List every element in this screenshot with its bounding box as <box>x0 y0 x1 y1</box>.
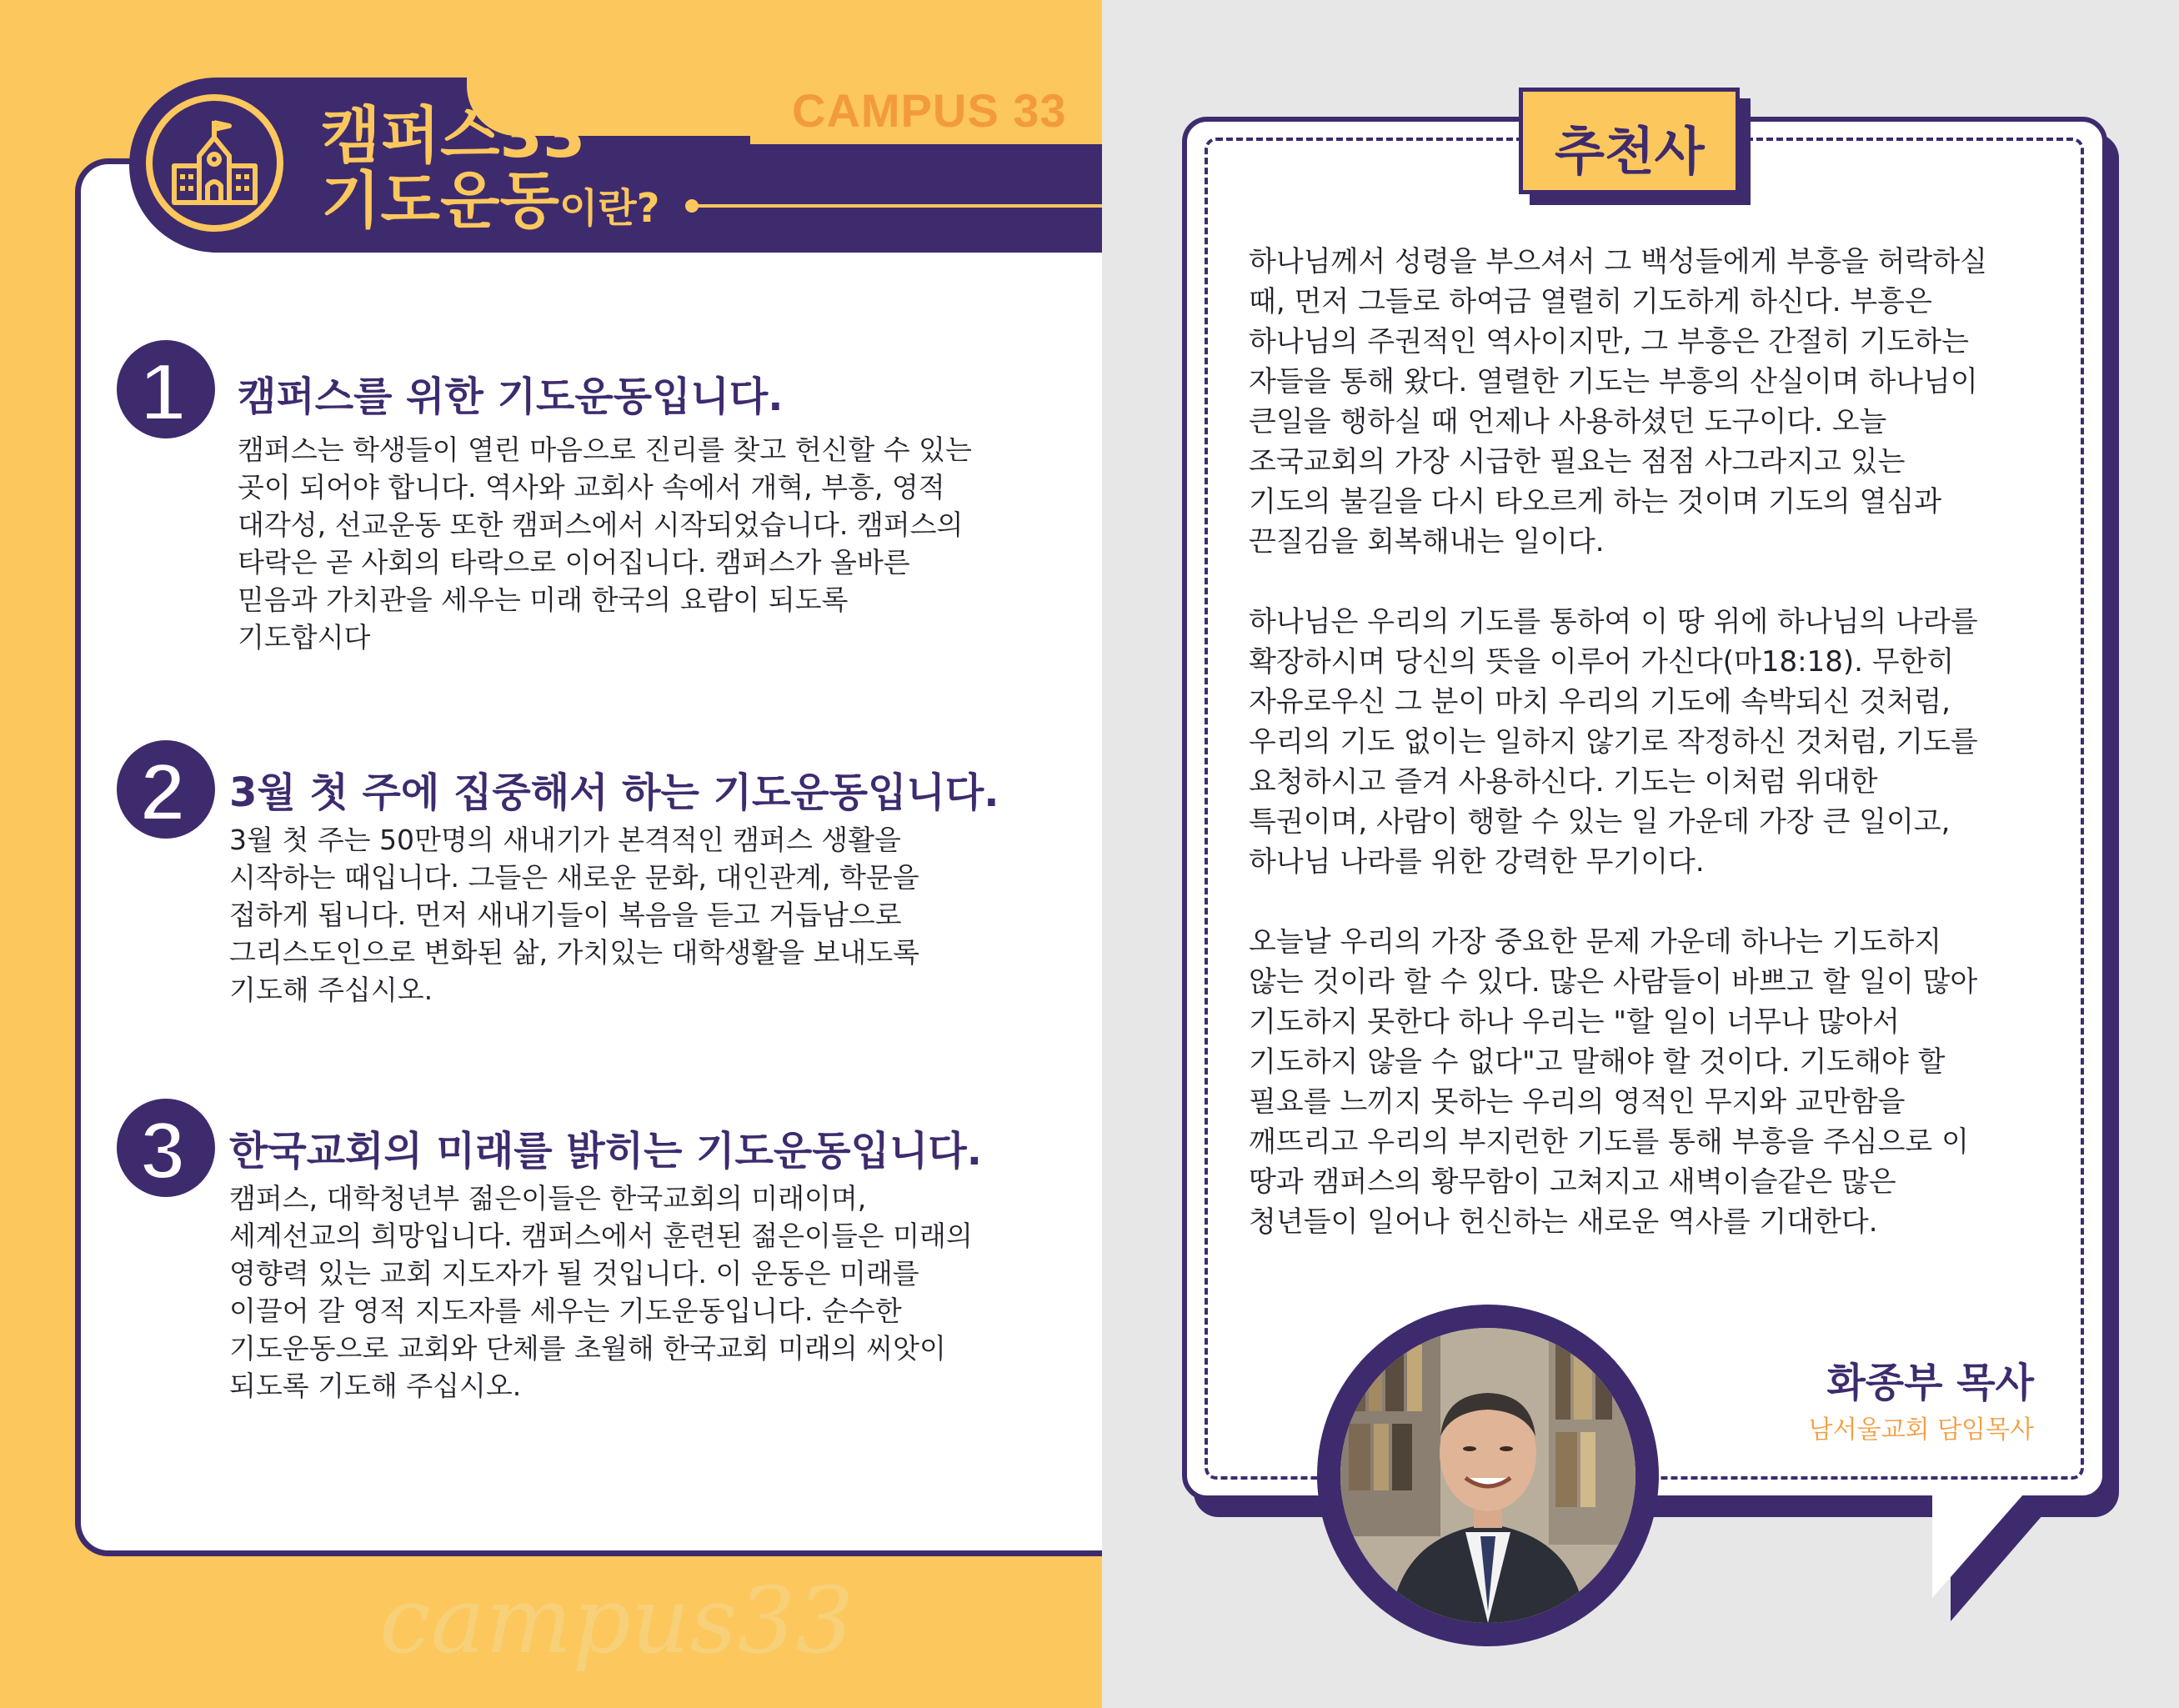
title-line-2: 기도운동 <box>321 164 559 237</box>
section-3-number: 3 <box>140 1104 186 1196</box>
emblem-badge <box>146 94 283 232</box>
section-2-body: 3월 첫 주는 50만명의 새내기가 본격적인 캠퍼스 생활을 시작하는 때입니다. 그들은 새로운 문화, 대인관계, 학문을 접하게 됩니다. 먼저 새내기들이 복음을 듣고 거듭남으로 그리스도인으로 변화된 삶, 가치있는 대학생활을 보내도록 기도해 주십시오. <box>229 824 920 1006</box>
section-1-number: 1 <box>140 346 186 438</box>
recommendation-text: 하나님께서 성령을 부으셔서 그 백성들에게 부흥을 허락하실 때, 먼저 그들로 하여금 열렬히 기도하게 하신다. 부흥은 하나님의 주권적인 역사이지만, 그 부흥은 간절히 기도하는 자들을 통해 왔다. 열렬한 기도는 부흥의 산실이며 하나님이 큰일을 행하실 때 언제나 사용하셨던 도구이다. 오늘 조국교회의 가장 시급한 필요는 점점 사그라지고 있는 기도의 불길을 다시 타오르게 하는 것이며 기도의 열심과 끈질김을 회복해내는 일이다. 하나님은 우리의 기도를 통하여 이 땅 위에 하나님의 나라를 확장하시며 당신의 뜻을 이루어 가신다(마18:18). 무한히 자유로우신 그 분이 마치 우리의 기도에 속박되신 것처럼, 우리의 기도 없이는 일하지 않기로 작정하신 것처럼, 기도를 요청하시고 즐겨 사용하신다. 기도는 이처럼 위대한 특권이며, 사람이 행할 수 있는 일 가운데 가장 큰 일이고, 하나님 나라를 위한 강력한 무기이다. 오늘날 우리의 가장 중요한 문제 가운데 하나는 기도하지 않는 것이라 할 수 있다. 많은 사람들이 바쁘고 할 일이 많아 기도하지 못한다 하나 우리는 "할 일이 너무나 많아서 기도하지 않을 수 없다"고 말해야 할 것이다. 기도해야 할 필요를 느끼지 못하는 우리의 영적인 무지와 교만함을 깨뜨리고 우리의 부지런한 기도를 통해 부흥을 주심으로 이 땅과 캠퍼스의 황무함이 고쳐지고 새벽이슬같은 많은 청년들이 일어나 헌신하는 새로운 역사를 기대한다. <box>1249 245 1987 1239</box>
title-suffix: 이란? <box>559 184 660 232</box>
section-1-body: 캠퍼스는 학생들이 열린 마음으로 진리를 찾고 헌신할 수 있는 곳이 되어야 합니다. 역사와 교회사 속에서 개혁, 부흥, 영적 대각성, 선교운동 또한 캠퍼스에서 시작되었습니다. 캠퍼스의 타락은 곧 사회의 타락으로 이어집니다. 캠퍼스가 올바른 믿음과 가치관을 세우는 미래 한국의 요람이 되도록 기도합시다 <box>238 433 972 654</box>
section-1-number-badge <box>117 340 215 438</box>
section-2-number: 2 <box>140 746 186 838</box>
header-rule <box>692 204 1102 208</box>
campus-building-icon <box>168 116 262 210</box>
section-3-title: 한국교회의 미래를 밝히는 기도운동입니다. <box>229 1128 982 1175</box>
page-title <box>321 100 660 237</box>
recommend-tag-label: 추천사 <box>1555 121 1705 182</box>
brand-label: CAMPUS 33 <box>792 84 1067 137</box>
section-2-number-badge <box>117 740 215 839</box>
pastor-role: 남서울교회 담임목사 <box>1808 1415 2034 1445</box>
recommend-tag <box>1519 88 1740 194</box>
section-1-title: 캠퍼스를 위한 기도운동입니다. <box>238 373 784 420</box>
title-line-1: 캠퍼스33 <box>321 100 586 172</box>
section-3-body: 캠퍼스, 대학청년부 젊은이들은 한국교회의 미래이며, 세계선교의 희망입니다. 캠퍼스에서 훈련된 젊은이들은 미래의 영향력 있는 교회 지도자가 될 것입니다. 이 운동은 미래를 이끌어 갈 영적 지도자를 세우는 기도운동입니다. 순수한 기도운동으로 교회와 단체를 초월해 한국교회 미래의 씨앗이 되도록 기도해 주십시오. <box>229 1182 973 1402</box>
speech-tail <box>1932 1494 2024 1598</box>
campus-watermark: campus33 <box>379 1567 854 1674</box>
section-2-title: 3월 첫 주에 집중해서 하는 기도운동입니다. <box>229 769 999 816</box>
portrait-illustration <box>1340 1328 1636 1623</box>
section-3-number-badge <box>117 1099 215 1197</box>
header-rule-dot <box>685 199 699 213</box>
pastor-portrait <box>1340 1328 1636 1623</box>
pastor-name: 화종부 목사 <box>1826 1360 2034 1406</box>
